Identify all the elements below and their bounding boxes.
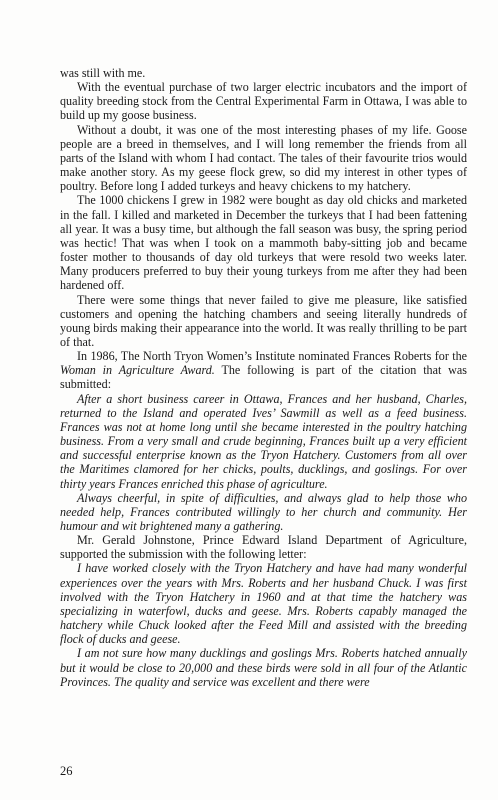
- paragraph-johnstone: Mr. Gerald Johnstone, Prince Edward Island Department of Agriculture, supported the submission with the following letter:: [60, 533, 467, 562]
- citation-paragraph-2: Always cheerful, in spite of difficulties, and always glad to help those who needed help, Frances contributed willingly to her church and community. Her humour and wit brightened many a gathering.: [60, 490, 467, 533]
- paragraph-chickens-1982: The 1000 chickens I grew in 1982 were bought as day old chicks and marketed in the fall. I killed and marketed in December the turkeys that I had been fattening all year. It was a busy time, but although the fall season was busy, the spring period was hectic! That was when I took on a mammoth baby-sitting job and became foster mother to thousands of day old turkeys that were resold two weeks later. Many producers preferred to buy their young turkeys from me after they had been hardened off.: [60, 193, 467, 293]
- paragraph-nomination: [60, 349, 467, 391]
- page-number: 26: [60, 764, 73, 778]
- paragraph-continuation: was still with me.: [60, 66, 146, 80]
- award-name: Woman in Agriculture Award.: [60, 363, 215, 378]
- letter-paragraph-2: I am not sure how many ducklings and goslings Mrs. Roberts hatched annually but it would be close to 20,000 and these birds were sold in all four of the Atlantic Provinces. The quality and service was excellent and there were: [60, 646, 467, 689]
- body-text: [60, 66, 467, 689]
- paragraph-pleasure: There were some things that never failed to give me pleasure, like satisfied customers and opening the hatching chambers and seeing literally hundreds of young birds making their appearance into the world. It was really thrilling to be part of that.: [60, 292, 467, 349]
- nomination-text-before: In 1986, The North Tryon Women’s Institute nominated Frances Roberts for the: [77, 349, 467, 364]
- nomination-text-after: The following is part of the citation that was submitted:: [60, 363, 467, 392]
- paragraph-incubators: With the eventual purchase of two larger electric incubators and the import of quality breeding stock from the Central Experimental Farm in Ottawa, I was able to build up my goose business.: [60, 80, 467, 123]
- paragraph-goose-people: Without a doubt, it was one of the most interesting phases of my life. Goose people are a breed in themselves, and I will long remember the friends from all parts of the Island with whom I had contact. The tales of their favourite trios would make another story. As my geese flock grew, so did my interest in other types of poultry. Before long I added turkeys and heavy chickens to my hatchery.: [60, 122, 467, 194]
- letter-paragraph-1: I have worked closely with the Tryon Hatchery and have had many wonderful experiences over the years with Mrs. Roberts and her husband Chuck. I was first involved with the Tryon Hatchery in 1960 and at that time the hatchery was specializing in waterfowl, ducks and geese. Mrs. Roberts capably managed the hatchery while Chuck looked after the Feed Mill and assisted with the breeding flock of ducks and geese.: [60, 561, 467, 647]
- citation-paragraph-1: After a short business career in Ottawa, Frances and her husband, Charles, returned to the Island and operated Ives’ Sawmill as well as a feed business. Frances was not at home long until she became interested in the poultry hatching business. From a very small and crude beginning, Frances built up a very efficient and successful enterprise known as the Tryon Hatchery. Customers from all over the Maritimes clamored for her chicks, poults, ducklings, and goslings. For over thirty years Frances enriched this phase of agriculture.: [60, 391, 467, 491]
